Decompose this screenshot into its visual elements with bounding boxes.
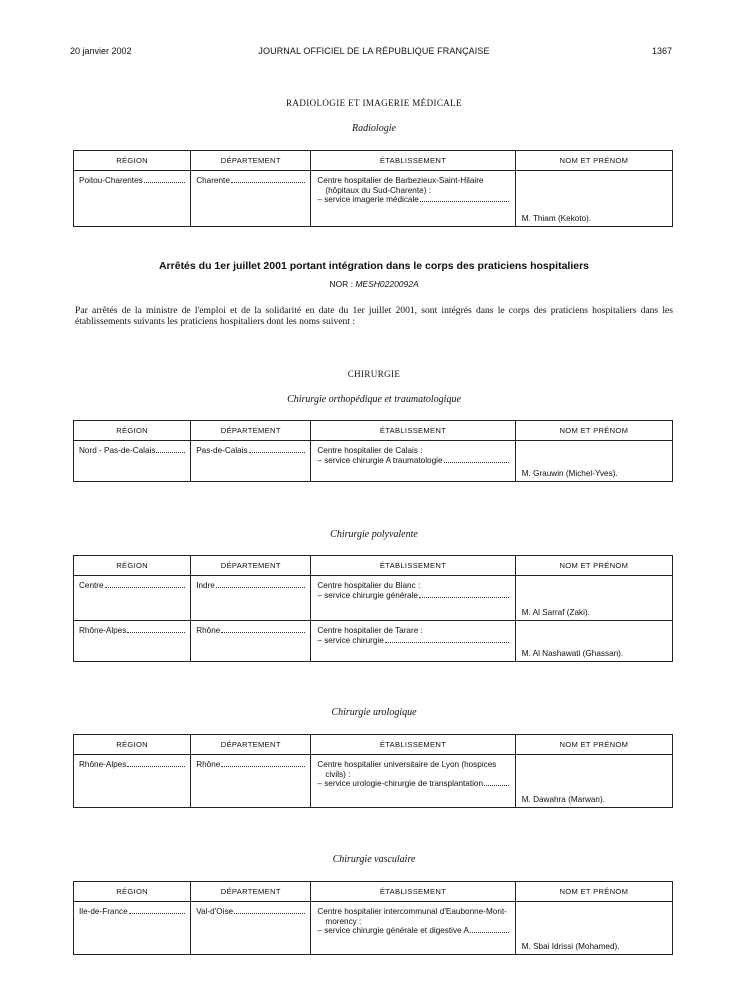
page-header [0, 46, 748, 60]
col-header-nom: NOM ET PRÉNOM [515, 882, 672, 902]
nor-reference: NOR : MESH0220092A [329, 279, 419, 289]
subtitle-radiologie: Radiologie [352, 123, 396, 134]
col-header-departement: DÉPARTEMENT [191, 735, 311, 755]
subtitle-polyvalente: Chirurgie polyvalente [330, 529, 418, 540]
col-header-region: RÉGION [74, 882, 191, 902]
table-header-row [74, 151, 673, 171]
cell-region: Rhône-Alpes [74, 621, 190, 651]
header-page-number: 1367 [651, 46, 672, 56]
col-header-departement: DÉPARTEMENT [191, 556, 311, 576]
cell-departement: Val-d'Oise [191, 902, 310, 932]
cell-departement: Indre [191, 576, 310, 606]
cell-nom: M. Sbai Idrissi (Mohamed). [521, 942, 620, 951]
col-header-departement: DÉPARTEMENT [191, 421, 311, 441]
table-header-row [74, 882, 673, 902]
cell-etablissement: Centre hospitalier de Barbezieux-Saint-Hilaire (hôpitaux du Sud-Charente) : – service imagerie médicale [311, 171, 514, 209]
cell-departement: Rhône [191, 755, 310, 785]
col-header-nom: NOM ET PRÉNOM [515, 556, 672, 576]
cell-etablissement: Centre hospitalier du Blanc : – service chirurgie générale [311, 576, 514, 604]
section-title-chirurgie: CHIRURGIE [347, 369, 401, 379]
table-header-row [74, 735, 673, 755]
cell-nom: M. Grauwin (Michel-Yves). [521, 469, 618, 478]
cell-region: Poitou-Charentes [74, 171, 190, 201]
col-header-etablissement: ÉTABLISSEMENT [311, 151, 515, 171]
col-header-etablissement: ÉTABLISSEMENT [311, 882, 515, 902]
table-header-row [74, 556, 673, 576]
cell-departement: Pas-de-Calais [191, 441, 310, 471]
subtitle-urologique: Chirurgie urologique [331, 707, 417, 718]
table-polyvalente [73, 555, 673, 662]
arrete-title: Arrêtés du 1er juillet 2001 portant intégration dans le corps des praticiens hospitaliers [158, 260, 590, 272]
col-header-region: RÉGION [74, 556, 191, 576]
col-header-nom: NOM ET PRÉNOM [515, 735, 672, 755]
cell-nom: M. Al Sarraf (Zaki). [521, 608, 590, 617]
col-header-etablissement: ÉTABLISSEMENT [311, 556, 515, 576]
cell-region: Rhône-Alpes [74, 755, 190, 785]
col-header-departement: DÉPARTEMENT [191, 151, 311, 171]
col-header-etablissement: ÉTABLISSEMENT [311, 735, 515, 755]
arrete-paragraph: Par arrêtés de la ministre de l'emploi et de la solidarité en date du 1er juillet 2001, sont intégrés dans le corps des praticiens hospitaliers dans les établissements suivants les praticiens hospitaliers dont les noms suivent : [75, 305, 673, 327]
header-date: 20 janvier 2002 [70, 46, 132, 56]
table-row [74, 576, 673, 621]
table-radiologie [73, 150, 673, 227]
cell-nom: M. Thiam (Kekoto). [521, 214, 592, 223]
col-header-nom: NOM ET PRÉNOM [515, 151, 672, 171]
table-vasculaire [73, 881, 673, 955]
cell-nom: M. Dawahra (Marwan). [521, 795, 605, 804]
table-urologique [73, 734, 673, 808]
cell-etablissement: Centre hospitalier universitaire de Lyon (hospices civils) : – service urologie-chirurgie de transplantation [311, 755, 514, 793]
col-header-region: RÉGION [74, 151, 191, 171]
cell-departement: Charente [191, 171, 310, 201]
table-orthopedique [73, 420, 673, 482]
subtitle-vasculaire: Chirurgie vasculaire [332, 854, 416, 865]
cell-etablissement: Centre hospitalier de Calais : – service chirurgie A traumatologie [311, 441, 514, 469]
table-row [74, 902, 673, 955]
cell-etablissement: Centre hospitalier intercommunal d'Eaubonne-Mont- morency : – service chirurgie générale et digestive A [317, 907, 507, 935]
col-header-region: RÉGION [74, 421, 191, 441]
table-row [74, 621, 673, 662]
header-journal-title: JOURNAL OFFICIEL DE LA RÉPUBLIQUE FRANÇAISE [258, 46, 490, 56]
cell-region: Nord - Pas-de-Calais [74, 441, 190, 471]
col-header-nom: NOM ET PRÉNOM [515, 421, 672, 441]
cell-etablissement: Centre hospitalier de Tarare : – service chirurgie [311, 621, 514, 649]
col-header-departement: DÉPARTEMENT [191, 882, 311, 902]
table-row [74, 171, 673, 227]
table-row [74, 441, 673, 482]
cell-nom: M. Al Nashawati (Ghassan). [521, 649, 624, 658]
cell-departement: Rhône [191, 621, 310, 651]
col-header-region: RÉGION [74, 735, 191, 755]
col-header-etablissement: ÉTABLISSEMENT [311, 421, 515, 441]
table-header-row [74, 421, 673, 441]
section-title-radiologie: RADIOLOGIE ET IMAGERIE MÉDICALE [286, 98, 462, 108]
table-row [74, 755, 673, 808]
subtitle-orthopedique: Chirurgie orthopédique et traumatologique [287, 394, 461, 405]
cell-region: Ile-de-France [74, 902, 190, 932]
cell-region: Centre [74, 576, 190, 606]
